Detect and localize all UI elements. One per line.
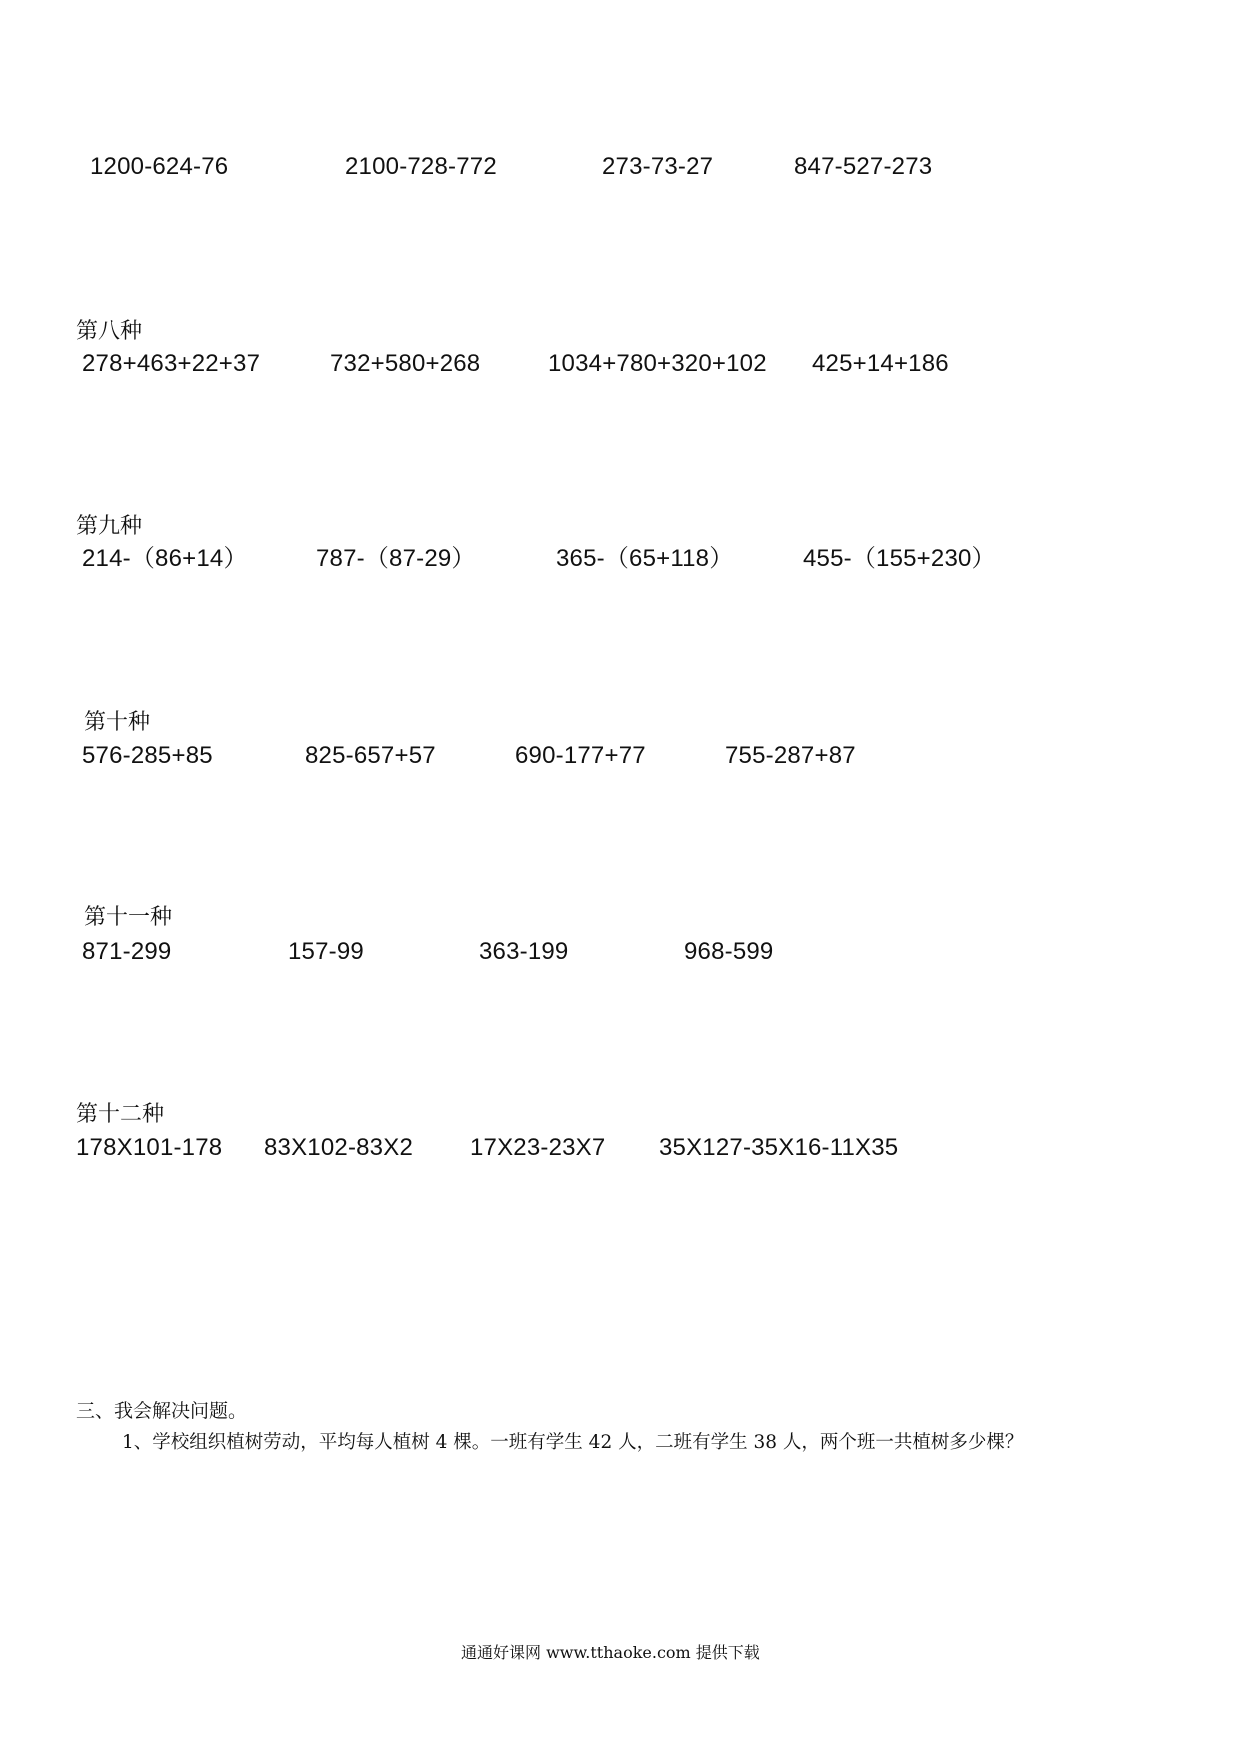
expression: 968-599 (684, 938, 774, 965)
expression: 214-（86+14） (82, 545, 248, 572)
expression: 1034+780+320+102 (548, 350, 767, 377)
problem-section-heading: 三、我会解决问题。 (76, 1400, 248, 1422)
expression: 273-73-27 (602, 153, 714, 180)
section-title: 第九种 (76, 514, 143, 539)
expression: 755-287+87 (725, 742, 856, 769)
expression: 690-177+77 (515, 742, 646, 769)
expression: 363-199 (479, 938, 569, 965)
expression: 157-99 (288, 938, 364, 965)
expression: 17X23-23X7 (470, 1134, 606, 1161)
expression: 278+463+22+37 (82, 350, 261, 377)
expression: 178X101-178 (76, 1134, 223, 1161)
expression: 871-299 (82, 938, 172, 965)
page-footer: 通通好课网 www.tthaoke.com 提供下载 (461, 1643, 760, 1662)
expression: 1200-624-76 (90, 153, 229, 180)
expression: 825-657+57 (305, 742, 436, 769)
expression: 847-527-273 (794, 153, 933, 180)
expression: 83X102-83X2 (264, 1134, 413, 1161)
section-title: 第八种 (76, 319, 143, 344)
expression: 455-（155+230） (803, 545, 996, 572)
section-title: 第十二种 (76, 1102, 165, 1127)
problem-item: 1、学校组织植树劳动，平均每人植树 4 棵。一班有学生 42 人，二班有学生 38 人，两个班一共植树多少棵？ (122, 1432, 1024, 1453)
expression: 787-（87-29） (316, 545, 476, 572)
expression: 425+14+186 (812, 350, 949, 377)
expression: 576-285+85 (82, 742, 213, 769)
expression: 2100-728-772 (345, 153, 497, 180)
section-title: 第十种 (84, 710, 151, 735)
expression: 365-（65+118） (556, 545, 734, 572)
expression: 35X127-35X16-11X35 (659, 1134, 899, 1161)
expression: 732+580+268 (330, 350, 481, 377)
section-title: 第十一种 (84, 905, 173, 930)
